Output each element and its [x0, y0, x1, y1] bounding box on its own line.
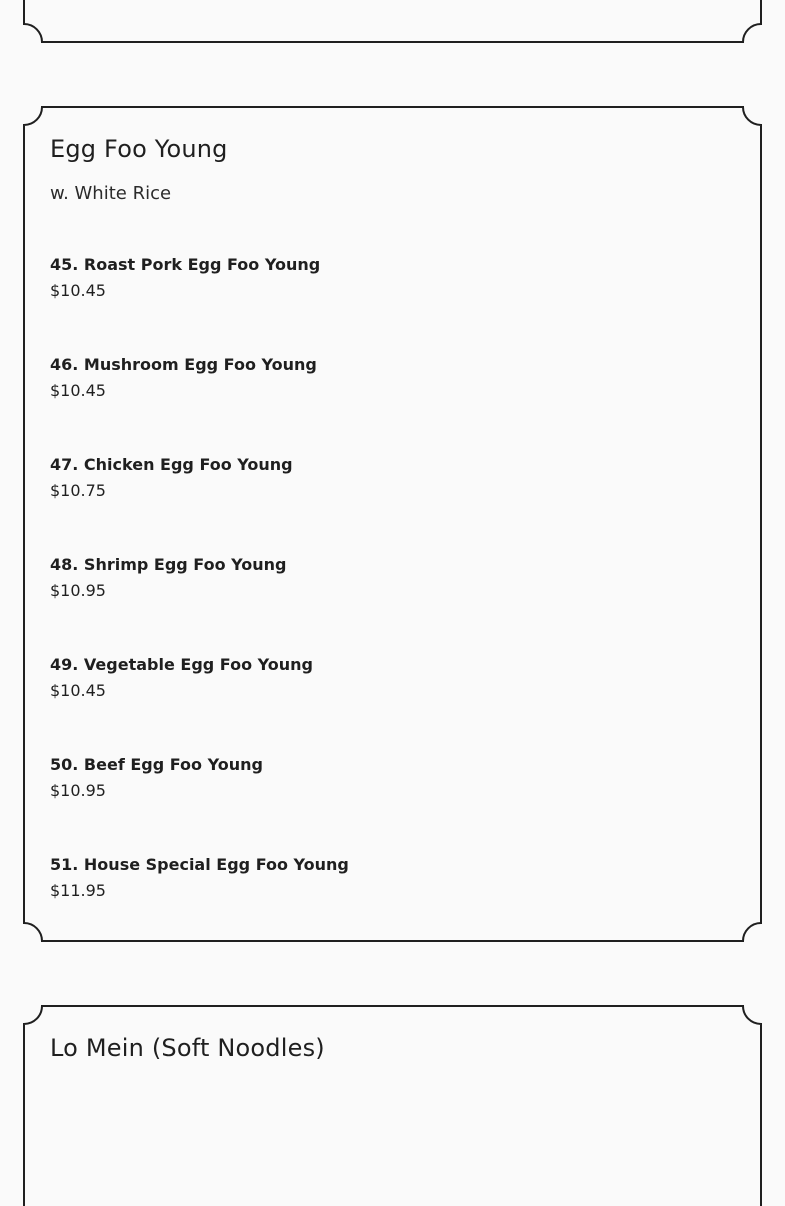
- menu-item[interactable]: [50, 855, 349, 901]
- menu-item-price: $11.95: [50, 881, 106, 900]
- menu-item-name: 46. Mushroom Egg Foo Young: [50, 355, 317, 374]
- menu-item[interactable]: [50, 355, 317, 401]
- menu-item-price: $10.45: [50, 281, 106, 300]
- section-frame: [24, 0, 761, 42]
- menu-item[interactable]: [50, 755, 263, 801]
- menu-item-name: 45. Roast Pork Egg Foo Young: [50, 255, 321, 274]
- menu-item-price: $10.95: [50, 581, 106, 600]
- menu-item[interactable]: [50, 255, 320, 301]
- menu-section-egg-foo-young: [24, 107, 761, 941]
- section-title: Egg Foo Young: [50, 135, 228, 163]
- menu-item-price: $10.95: [50, 781, 106, 800]
- menu-item[interactable]: [50, 655, 313, 701]
- menu-item-price: $10.45: [50, 681, 106, 700]
- menu-item-name: 48. Shrimp Egg Foo Young: [50, 555, 287, 574]
- menu-item-price: $10.75: [50, 481, 106, 500]
- menu-item-price: $10.45: [50, 381, 106, 400]
- section-subtitle: w. White Rice: [50, 183, 172, 204]
- menu-section-lo-mein: [24, 1006, 761, 1206]
- menu-item[interactable]: [50, 455, 293, 501]
- menu-item-name: 47. Chicken Egg Foo Young: [50, 455, 293, 474]
- menu-item-name: 49. Vegetable Egg Foo Young: [50, 655, 313, 674]
- menu-item-name: 50. Beef Egg Foo Young: [50, 755, 263, 774]
- menu-item[interactable]: [50, 555, 286, 601]
- menu-item-name: 51. House Special Egg Foo Young: [50, 855, 349, 874]
- section-title: Lo Mein (Soft Noodles): [50, 1034, 325, 1062]
- section-frame: [24, 107, 761, 941]
- previous-menu-section-card: [24, 0, 761, 42]
